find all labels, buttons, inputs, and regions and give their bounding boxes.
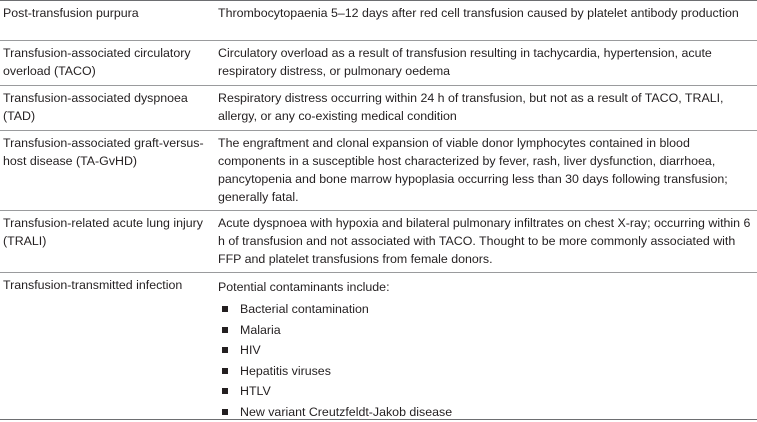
list-item <box>218 299 753 320</box>
table-row <box>0 273 757 420</box>
list-item <box>218 361 753 382</box>
row-term: Transfusion-related acute lung injury (TRALI) <box>0 211 218 272</box>
square-bullet-icon <box>222 347 228 353</box>
square-bullet-icon <box>222 409 228 415</box>
square-bullet-icon <box>222 327 228 333</box>
contaminant-list <box>218 299 753 422</box>
list-item-label: HIV <box>240 341 261 359</box>
row-definition: The engraftment and clonal expansion of viable donor lymphocytes contained in blood components in a susceptible host characterized by fever, rash, liver dysfunction, diarrhoea, pancytopenia and bone marrow hypoplasia occurring less than 30 days following transfusion; generally fatal. <box>218 131 757 210</box>
row-definition: Thrombocytopaenia 5–12 days after red cell transfusion caused by platelet antibody production <box>218 1 757 40</box>
list-item <box>218 381 753 402</box>
row-definition: Circulatory overload as a result of transfusion resulting in tachycardia, hypertension, acute respiratory distress, or pulmonary oedema <box>218 41 757 85</box>
row-definition-cell <box>218 273 757 419</box>
list-item <box>218 402 753 422</box>
list-item-label: Malaria <box>240 321 281 339</box>
row-term: Transfusion-associated dyspnoea (TAD) <box>0 86 218 130</box>
square-bullet-icon <box>222 368 228 374</box>
table-row <box>0 41 757 86</box>
square-bullet-icon <box>222 388 228 394</box>
row-term: Post-transfusion purpura <box>0 1 218 40</box>
square-bullet-icon <box>222 306 228 312</box>
row-term: Transfusion-transmitted infection <box>0 273 218 419</box>
list-item-label: Bacterial contamination <box>240 300 369 318</box>
list-item-label: HTLV <box>240 382 271 400</box>
row-term: Transfusion-associated graft-versus-host disease (TA-GvHD) <box>0 131 218 210</box>
table-row <box>0 86 757 131</box>
row-term: Transfusion-associated circulatory overload (TACO) <box>0 41 218 85</box>
list-item-label: Hepatitis viruses <box>240 362 331 380</box>
table-row <box>0 1 757 41</box>
row-definition: Acute dyspnoea with hypoxia and bilateral pulmonary infiltrates on chest X-ray; occurring within 6 h of transfusion and not associated with TACO. Thought to be more commonly associated with FFP and platelet transfusions from female donors. <box>218 211 757 272</box>
row-definition: Potential contaminants include: <box>218 278 753 296</box>
list-item <box>218 320 753 341</box>
list-item-label: New variant Creutzfeldt-Jakob disease <box>240 403 452 421</box>
table-row <box>0 211 757 273</box>
table-row <box>0 131 757 211</box>
row-definition: Respiratory distress occurring within 24 h of transfusion, but not as a result of TACO, TRALI, allergy, or any co-existing medical condition <box>218 86 757 130</box>
list-item <box>218 340 753 361</box>
